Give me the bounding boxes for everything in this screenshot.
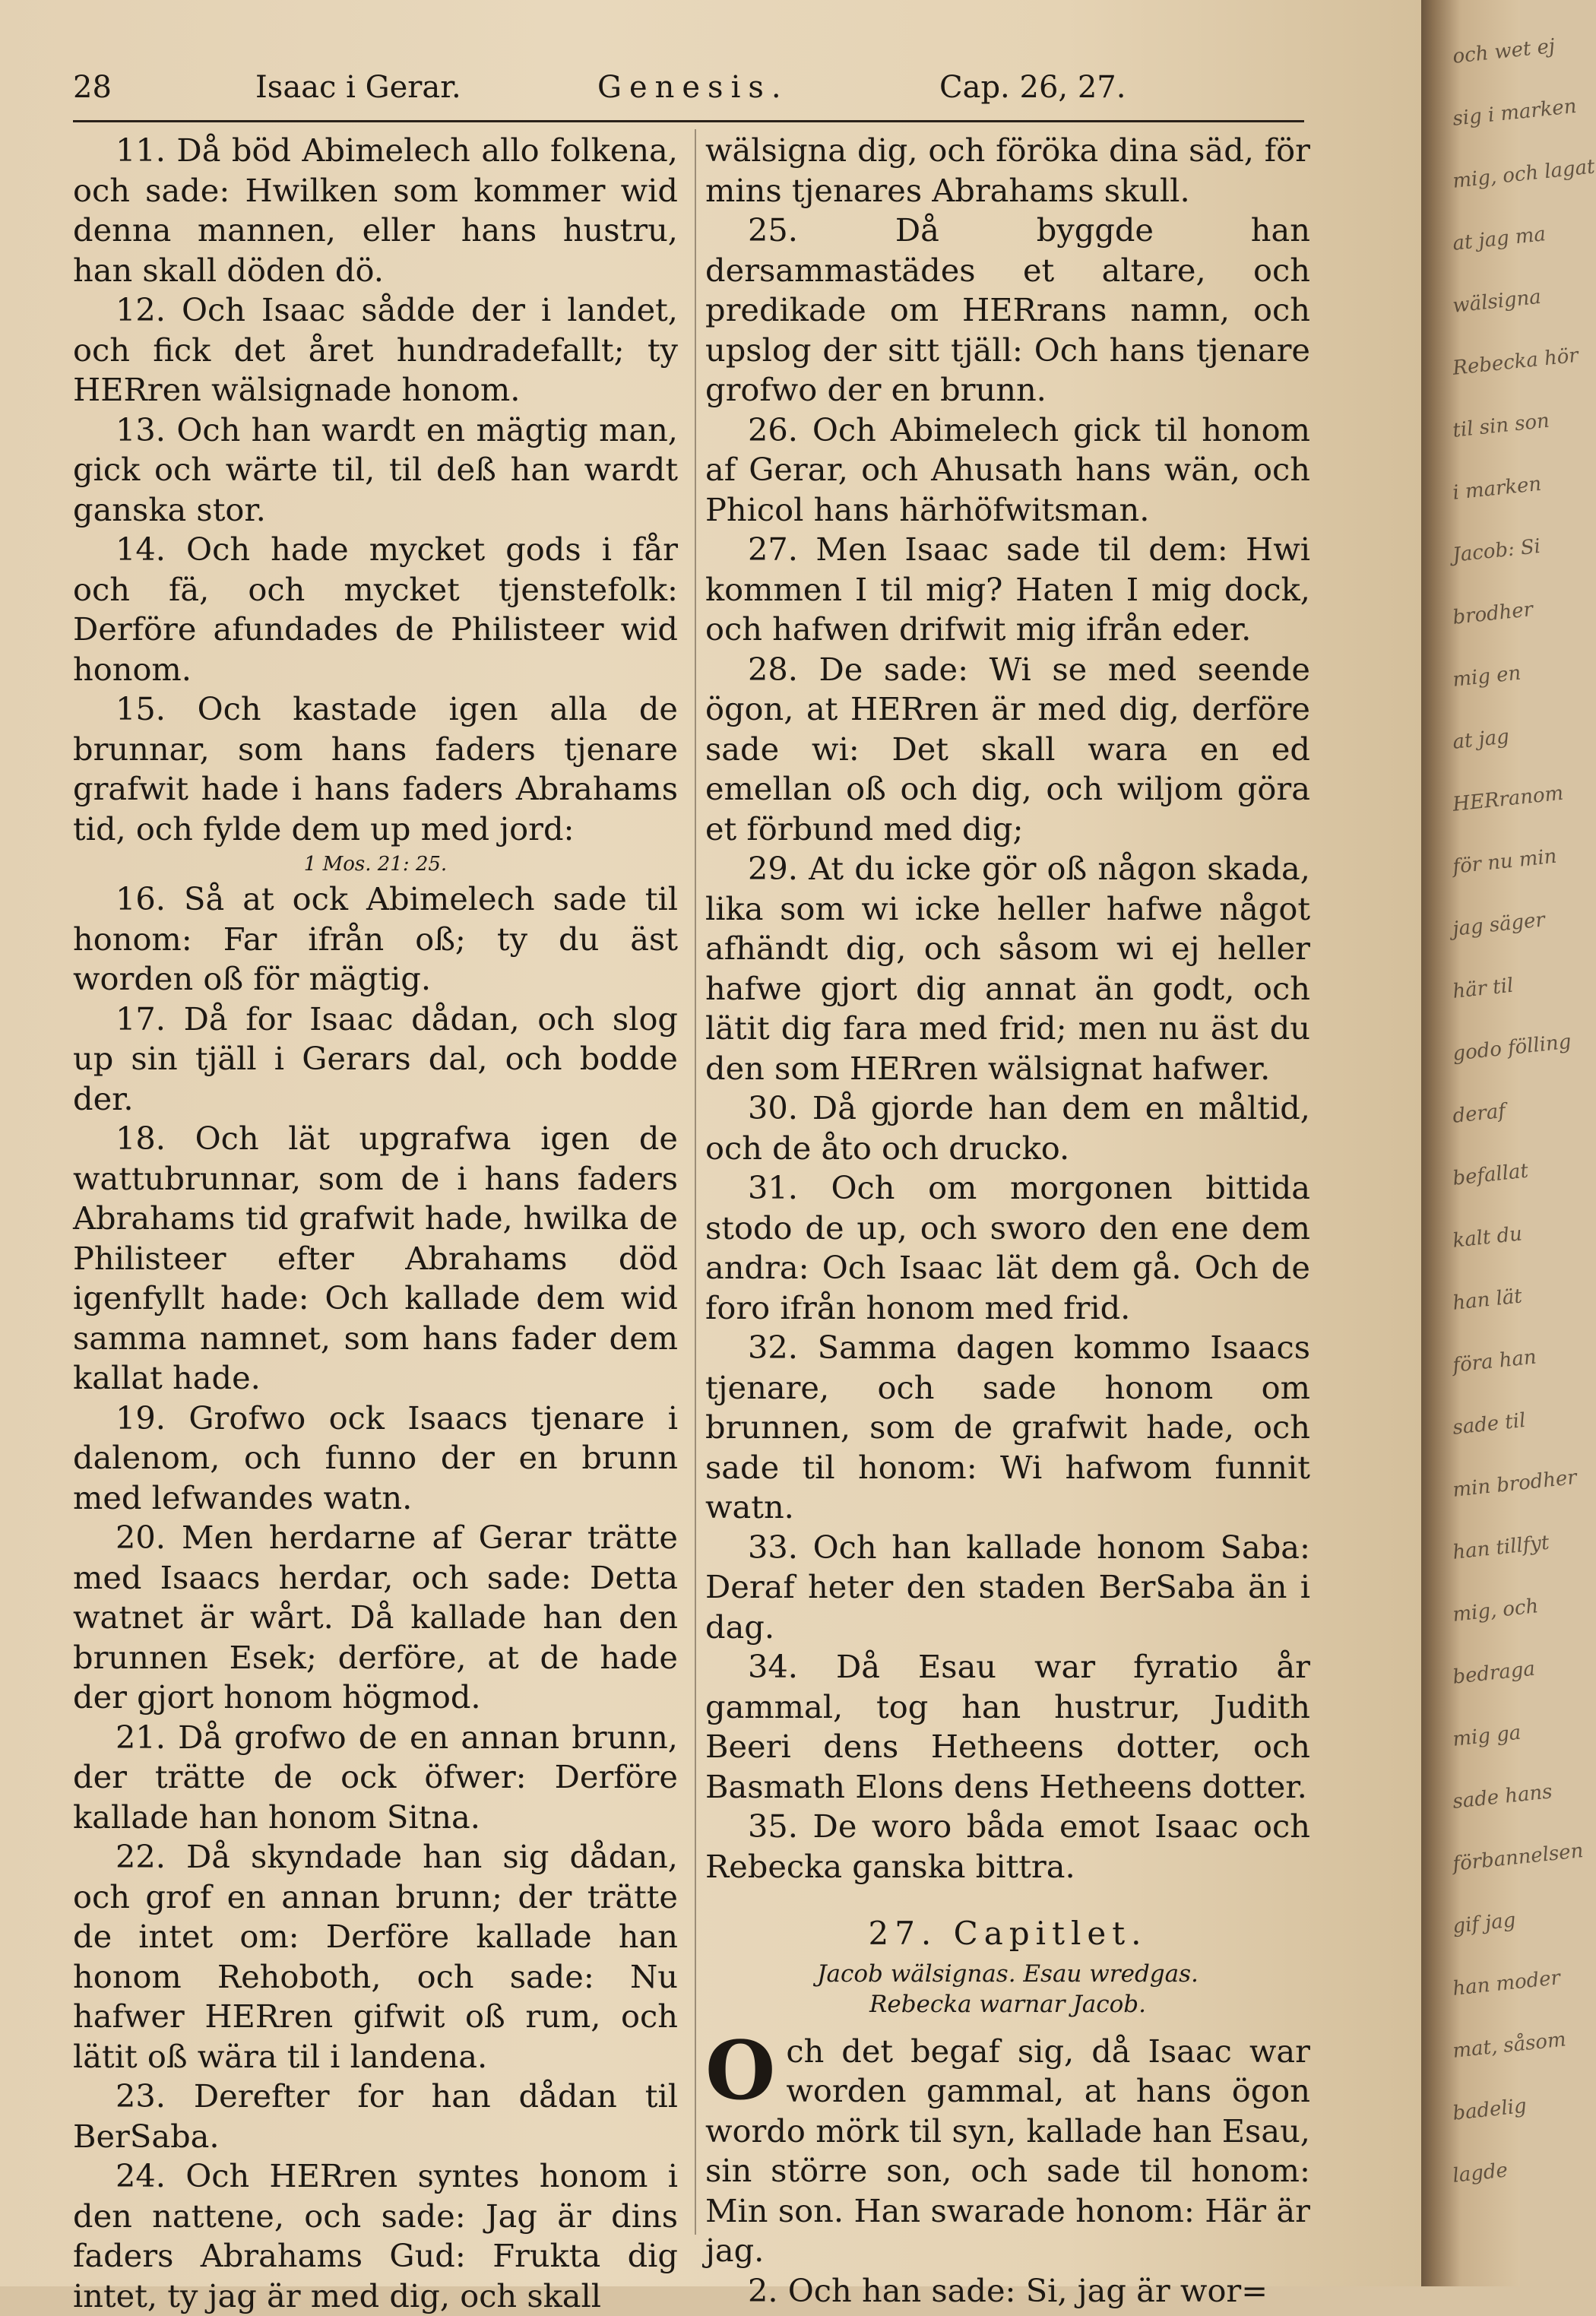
verse-13: 13. Och han wardt en mägtig man, gick och wärte til, til deß han wardt ganska stor. bbox=[73, 410, 678, 528]
margin-fragment: sade hans bbox=[1452, 1780, 1553, 1814]
margin-fragment: deraf bbox=[1452, 1099, 1507, 1128]
verse-29: 29. At du icke gör oß någon skada, lika som wi icke heller hafwe något afhändt dig, och såsom wi ej heller hafwe gjort dig annat än godt, och lätit dig fara med frid; men nu äst du den som HERren wälsignat hafwer. bbox=[705, 850, 1310, 1087]
header-chapter-ref: Cap. 26, 27. bbox=[939, 70, 1126, 105]
verse-22: 22. Då skyndade han sig dådan, och grof en annan brunn; der trätte de intet om: Derföre kallade han honom Rehoboth, och sade: Nu hafwer HERren gifwit oß rum, och lätit oß wära til i landena. bbox=[73, 1838, 678, 2075]
margin-fragment: at jag ma bbox=[1452, 223, 1547, 255]
verse-14: 14. Och hade mycket gods i får och fä, och mycket tjenstefolk: Derföre afundades de Philisteer wid honom. bbox=[73, 531, 678, 688]
margin-fragment: han lät bbox=[1452, 1285, 1524, 1315]
margin-fragment: förbannelsen bbox=[1452, 1839, 1585, 1876]
margin-fragment: Rebecka hör bbox=[1452, 344, 1580, 380]
margin-fragment: wälsigna bbox=[1452, 285, 1543, 318]
margin-fragment: här til bbox=[1452, 974, 1515, 1003]
margin-fragment: mig, och lagat bbox=[1452, 155, 1596, 193]
verse-27: 27. Men Isaac sade til dem: Hwi kommen I til mig? Haten I mig dock, och hafwen drifwit mig ifrån eder. bbox=[705, 531, 1310, 648]
verse-18: 18. Och lät upgrafwa igen de wattubrunnar, som de i hans faders Abrahams tid grafwit hade, hwilka de Philisteer efter Abrahams död igenfyllt hade: Och kallade dem wid samma namnet, som hans fader dem kallat hade. bbox=[73, 1120, 678, 1396]
margin-fragment: Jacob: Si bbox=[1452, 534, 1542, 567]
margin-fragment: at jag bbox=[1452, 725, 1511, 754]
column-divider bbox=[695, 129, 696, 2235]
margin-fragment: i marken bbox=[1452, 472, 1543, 505]
margin-fragment: til sin son bbox=[1452, 409, 1551, 442]
margin-fragment: mig ga bbox=[1452, 1721, 1522, 1751]
margin-fragment: mig, och bbox=[1452, 1595, 1540, 1627]
verse-32: 32. Samma dagen kommo Isaacs tjenare, och sade honom om brunnen, som de grafwit hade, och sade til honom: Wi hafwom funnit watn. bbox=[705, 1329, 1310, 1526]
running-header bbox=[73, 70, 1298, 116]
margin-fragment: lagde bbox=[1452, 2159, 1509, 2188]
verse-15: 15. Och kastade igen alla de brunnar, som hans faders tjenare grafwit hade i hans faders Abrahams tid, och fylde dem up med jord: bbox=[73, 690, 678, 848]
chapter-heading: 27. Capitlet. bbox=[868, 1915, 1148, 1952]
verse-20: 20. Men herdarne af Gerar trätte med Isaacs herdar, och sade: Detta watnet är wårt. Då kallade han den brunnen Esek; derföre, at de hade der gjort honom högmod. bbox=[73, 1519, 678, 1716]
verse-17: 17. Då for Isaac dådan, och slog up sin tjäll i Gerars dal, och bodde der. bbox=[73, 1000, 678, 1117]
left-column bbox=[73, 131, 678, 2316]
margin-fragment: godo fölling bbox=[1452, 1030, 1572, 1066]
drop-cap: O bbox=[705, 2022, 776, 2118]
verse-34: 34. Då Esau war fyratio år gammal, tog han hustrur, Judith Beeri dens Hetheens dotter, och Basmath Elons dens Hetheens dotter. bbox=[705, 1648, 1310, 1805]
margin-fragment: sade til bbox=[1452, 1408, 1527, 1440]
right-column bbox=[705, 131, 1310, 2311]
chapter-summary bbox=[705, 1959, 1310, 2020]
margin-fragment: mig en bbox=[1452, 661, 1522, 692]
verse-16: 16. Så at ock Abimelech sade til honom: Far ifrån oß; ty du äst worden oß för mägtig. bbox=[73, 880, 678, 997]
margin-fragment: mat, såsom bbox=[1452, 2028, 1567, 2063]
facing-page-edge bbox=[1421, 0, 1596, 2286]
verse-19: 19. Grofwo ock Isaacs tjenare i dalenom, och funno der en brunn med lefwandes watn. bbox=[73, 1399, 678, 1516]
verse-25: 25. Då byggde han dersammastädes et altare, och predikade om HERrans namn, och upslog der sitt tjäll: Och hans tjenare grofwo der en brunn. bbox=[705, 211, 1310, 408]
header-rule bbox=[73, 120, 1304, 122]
margin-fragment: sig i marken bbox=[1452, 94, 1578, 131]
summary-line-2: Rebecka warnar Jacob. bbox=[869, 1990, 1146, 2018]
margin-fragment: för nu min bbox=[1452, 844, 1558, 879]
header-book-title: Genesis. bbox=[597, 70, 789, 105]
margin-fragment: jag säger bbox=[1452, 908, 1547, 941]
verse-21: 21. Då grofwo de en annan brunn, der trätte de ock öfwer: Derföre kallade han honom Sitna. bbox=[73, 1718, 678, 1836]
verse-35: 35. De woro båda emot Isaac och Rebecka ganska bittra. bbox=[705, 1807, 1310, 1885]
verse-1 bbox=[705, 2022, 1310, 2271]
page-number: 28 bbox=[73, 70, 112, 105]
verse-1-text: ch det begaf sig, då Isaac war worden gammal, at hans ögon wordo mörk til syn, kallade han Esau, sin större son, och sade til honom: Min son. Han swarade honom: Här är jag. bbox=[705, 2032, 1310, 2269]
margin-fragment: badelig bbox=[1452, 2094, 1528, 2125]
verse-2: 2. Och han sade: Si, jag är wor= bbox=[748, 2271, 1268, 2309]
verse-30: 30. Då gjorde han dem en måltid, och de åto och drucko. bbox=[705, 1089, 1310, 1167]
cross-reference: 1 Mos. 21: 25. bbox=[303, 853, 448, 876]
verse-23: 23. Derefter for han dådan til BerSaba. bbox=[73, 2077, 678, 2155]
margin-fragment: kalt du bbox=[1452, 1222, 1524, 1253]
verse-31: 31. Och om morgonen bittida stodo de up, och sworo den ene dem andra: Och Isaac lät dem gå. Och de foro ifrån honom med frid. bbox=[705, 1169, 1310, 1326]
margin-fragment: brodher bbox=[1452, 597, 1534, 629]
verse-28: 28. De sade: Wi se med seende ögon, at HERren är med dig, derföre sade wi: Det skall wara en ed emellan oß och dig, och wiljom göra et förbund med dig; bbox=[705, 650, 1310, 848]
verse-11: 11. Då böd Abimelech allo folkena, och sade: Hwilken som kommer wid denna mannen, eller hans hustru, han skall döden dö. bbox=[73, 131, 678, 289]
verse-12: 12. Och Isaac sådde der i landet, och fick det året hundradefallt; ty HERren wälsignade honom. bbox=[73, 291, 678, 408]
margin-fragment: han tillfyt bbox=[1452, 1531, 1550, 1564]
margin-fragment: föra han bbox=[1452, 1345, 1537, 1377]
verse-26: 26. Och Abimelech gick til honom af Gerar, och Ahusath hans wän, och Phicol hans härhöfwitsman. bbox=[705, 410, 1310, 528]
margin-fragment: han moder bbox=[1452, 1966, 1562, 2001]
summary-line-1: Jacob wälsignas. Esau wredgas. bbox=[817, 1960, 1199, 1988]
margin-fragment: gif jag bbox=[1452, 1909, 1517, 1938]
margin-fragment: HERranom bbox=[1452, 781, 1565, 816]
header-left-title: Isaac i Gerar. bbox=[255, 70, 461, 105]
verse-24: 24. Och HERren syntes honom i den nattene, och sade: Jag är dins faders Abrahams Gud: Frukta dig intet, ty jag är med dig, och skall bbox=[73, 2157, 678, 2314]
verse-33: 33. Och han kallade honom Saba: Deraf heter den staden BerSaba än i dag. bbox=[705, 1528, 1310, 1646]
margin-fragment: bedraga bbox=[1452, 1657, 1537, 1689]
margin-fragment: och wet ej bbox=[1452, 34, 1556, 68]
verse-24-continued: wälsigna dig, och föröka dina säd, för mins tjenares Abrahams skull. bbox=[705, 131, 1310, 209]
margin-fragment: min brodher bbox=[1452, 1465, 1579, 1502]
margin-fragment: befallat bbox=[1452, 1159, 1530, 1190]
